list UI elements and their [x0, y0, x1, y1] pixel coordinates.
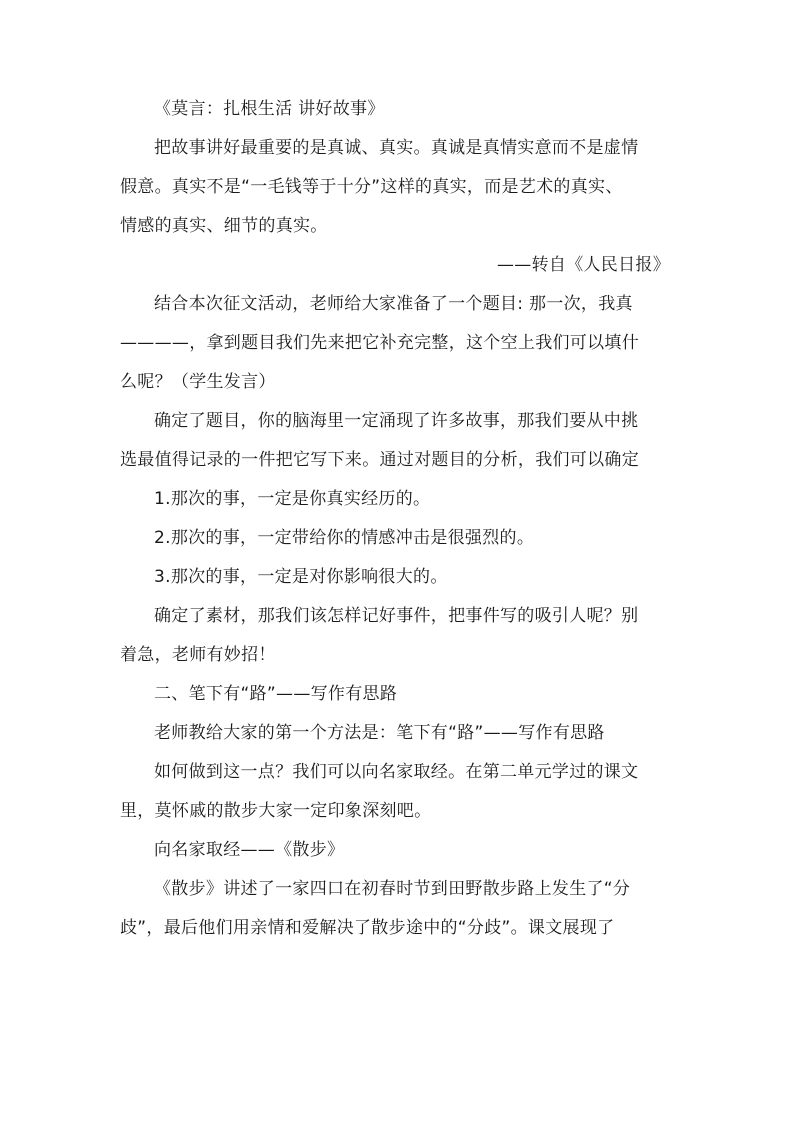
text-line: 3.那次的事，一定是对你影响很大的。 — [154, 567, 448, 587]
text-line: 向名家取经——《散步》 — [154, 840, 345, 860]
text-line: 把故事讲好最重要的是真诚、真实。真诚是真情实意而不是虚情 — [154, 138, 639, 158]
text-line: 2.那次的事，一定带给你的情感冲击是很强烈的。 — [154, 528, 535, 548]
text-line: 如何做到这一点？我们可以向名家取经。在第二单元学过的课文 — [154, 762, 639, 782]
text-line: 选最值得记录的一件把它写下来。通过对题目的分析，我们可以确定 — [120, 450, 639, 470]
document-body — [120, 90, 680, 948]
text-line: 《散步》讲述了一家四口在初春时节到田野散步路上发生了“分 — [154, 879, 631, 899]
text-line: ——转自《人民日报》 — [497, 255, 670, 275]
text-line: 着急，老师有妙招！ — [120, 645, 276, 665]
text-line: 确定了题目，你的脑海里一定涌现了许多故事，那我们要从中挑 — [154, 411, 639, 431]
text-line: 确定了素材，那我们该怎样记好事件，把事件写的吸引人呢？别 — [154, 606, 639, 626]
text-line: 歧”，最后他们用亲情和爱解决了散步途中的“分歧”。课文展现了 — [120, 918, 615, 938]
text-line: 么呢？（学生发言） — [120, 372, 276, 392]
text-line: 情感的真实、细节的真实。 — [120, 216, 328, 236]
text-line: 老师教给大家的第一个方法是：笔下有“路”——写作有思路 — [154, 723, 605, 743]
text-line: ————，拿到题目我们先来把它补充完整，这个空上我们可以填什 — [120, 333, 639, 353]
text-line: 《莫言：扎根生活 讲好故事》 — [154, 99, 385, 119]
text-line: 里，莫怀戚的散步大家一定印象深刻吧。 — [120, 801, 432, 821]
text-line: 二、笔下有“路”——写作有思路 — [154, 684, 398, 704]
text-line: 1.那次的事，一定是你真实经历的。 — [154, 489, 431, 509]
text-line: 结合本次征文活动，老师给大家准备了一个题目: 那一次，我真 — [154, 294, 633, 314]
text-line: 假意。真实不是“一毛钱等于十分”这样的真实，而是艺术的真实、 — [120, 177, 623, 197]
